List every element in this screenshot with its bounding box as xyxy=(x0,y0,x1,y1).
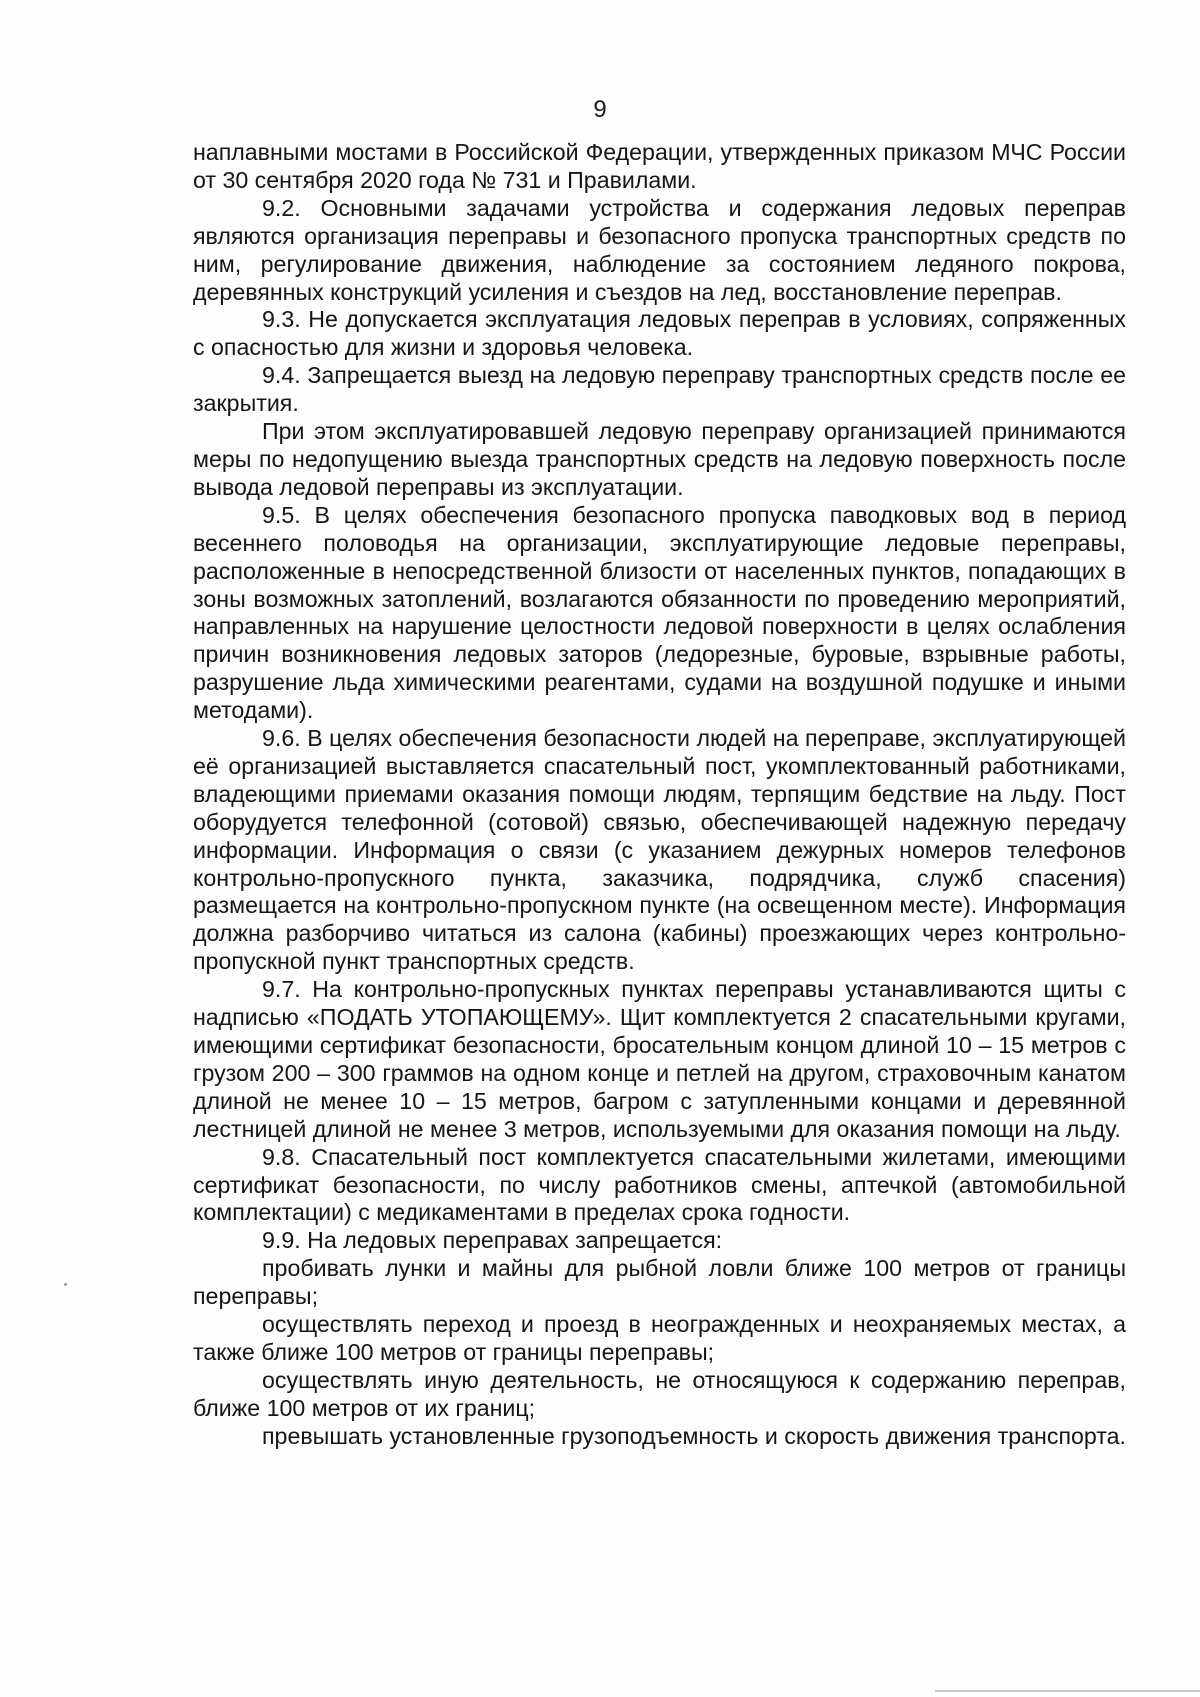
paragraph-continuation: наплавными мостами в Российской Федерации, утвержденных приказом МЧС России от 30 сентября 2020 года № 731 и Правилами. xyxy=(193,139,1126,193)
paragraph-9-3: 9.3. Не допускается эксплуатация ледовых переправ в условиях, сопряженных с опасностью для жизни и здоровья человека. xyxy=(193,306,1126,361)
scan-speck xyxy=(64,1283,67,1286)
list-item-prohibition-3: осуществлять иную деятельность, не относящуюся к содержанию переправ, ближе 100 метров от их границ; xyxy=(193,1366,1126,1421)
document-body xyxy=(193,139,1126,1451)
paragraph-9-5: 9.5. В целях обеспечения безопасного пропуска паводковых вод в период весеннего половодья на организации, эксплуатирующие ледовые переправы, расположенные в непосредственной близости от населенных пунктов, попадающих в зоны возможных затоплений, возлагаются обязанности по проведению мероприятий, направленных на нарушение целостности ледовой поверхности в целях ослабления причин возникновения ледовых заторов (ледорезные, буровые, взрывные работы, разрушение льда химическими реагентами, судами на воздушной подушке и иными методами). xyxy=(193,501,1126,724)
scan-edge-line xyxy=(935,1690,1200,1692)
list-item-prohibition-1: пробивать лунки и майны для рыбной ловли ближе 100 метров от границы переправы; xyxy=(193,1255,1126,1310)
list-item-prohibition-4: превышать установленные грузоподъемность и скорость движения транспорта. xyxy=(262,1422,1126,1449)
paragraph-9-6: 9.6. В целях обеспечения безопасности людей на переправе, эксплуатирующей её организацией выставляется спасательный пост, укомплектованный работниками, владеющими приемами оказания помощи людям, терпящим бедствие на льду. Пост оборудуется телефонной (сотовой) связью, обеспечивающей надежную передачу информации. Информация о связи (с указанием дежурных номеров телефонов контрольно-пропускного пункта, заказчика, подрядчика, служб спасения) размещается на контрольно-пропускном пункте (на освещенном месте). Информация должна разборчиво читаться из салона (кабины) проезжающих через контрольно-пропускной пункт транспортных средств. xyxy=(193,725,1126,975)
page-number: 9 xyxy=(593,96,607,123)
paragraph-9-4: 9.4. Запрещается выезд на ледовую переправу транспортных средств после ее закрытия. xyxy=(193,362,1126,417)
paragraph-9-4-note: При этом эксплуатировавшей ледовую переправу организацией принимаются меры по недопущению выезда транспортных средств на ледовую поверхность после вывода ледовой переправы из эксплуатации. xyxy=(193,418,1126,500)
list-item-prohibition-2: осуществлять переход и проезд в неогражденных и неохраняемых местах, а также ближе 100 метров от границы переправы; xyxy=(193,1311,1126,1365)
paragraph-9-9: 9.9. На ледовых переправах запрещается: xyxy=(262,1227,723,1254)
paragraph-9-7: 9.7. На контрольно-пропускных пунктах переправы устанавливаются щиты с надписью «ПОДАТЬ УТОПАЮЩЕМУ». Щит комплектуется 2 спасательными кругами, имеющими сертификат безопасности, бросательным концом длиной 10 – 15 метров с грузом 200 – 300 граммов на одном конце и петлей на другом, страховочным канатом длиной не менее 10 – 15 метров, багром с затупленными концами и деревянной лестницей длиной не менее 3 метров, используемыми для оказания помощи на льду. xyxy=(193,976,1126,1142)
paragraph-9-8: 9.8. Спасательный пост комплектуется спасательными жилетами, имеющими сертификат безопасности, по числу работников смены, аптечкой (автомобильной комплектации) с медикаментами в пределах срока годности. xyxy=(193,1143,1126,1226)
paragraph-9-2: 9.2. Основными задачами устройства и содержания ледовых переправ являются организация переправы и безопасного пропуска транспортных средств по ним, регулирование движения, наблюдение за состоянием ледяного покрова, деревянных конструкций усиления и съездов на лед, восстановление переправ. xyxy=(193,194,1126,305)
